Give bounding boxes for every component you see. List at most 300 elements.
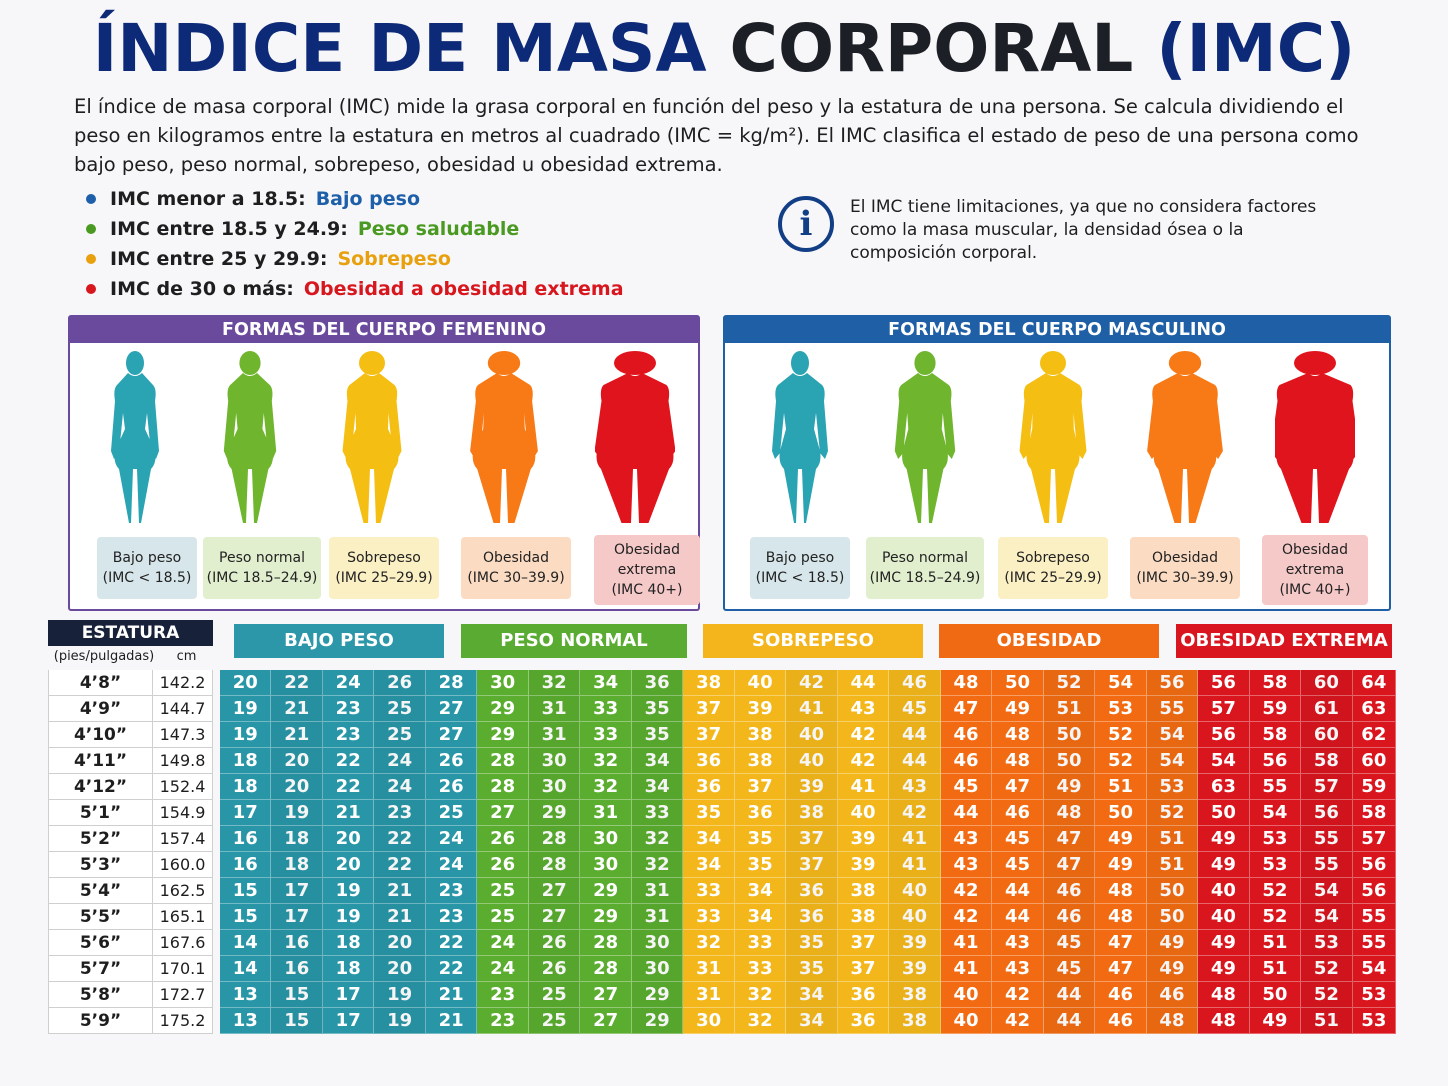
bmi-cell: 22 bbox=[426, 956, 477, 982]
bmi-range-label bbox=[461, 537, 571, 599]
bmi-cell: 54 bbox=[1095, 670, 1146, 696]
bmi-cell: 50 bbox=[1044, 722, 1095, 748]
bmi-cell: 46 bbox=[889, 670, 940, 696]
bmi-cell: 18 bbox=[220, 748, 271, 774]
bmi-cell: 58 bbox=[1301, 748, 1352, 774]
table-row bbox=[220, 956, 1396, 982]
bmi-cell: 21 bbox=[374, 904, 425, 930]
bmi-cell: 55 bbox=[1353, 930, 1396, 956]
bmi-cell: 53 bbox=[1301, 930, 1352, 956]
table-row bbox=[220, 1008, 1396, 1034]
bmi-cell: 34 bbox=[786, 1008, 837, 1034]
bmi-cell: 21 bbox=[426, 982, 477, 1008]
bmi-cell: 34 bbox=[683, 826, 734, 852]
bmi-cell: 27 bbox=[580, 1008, 631, 1034]
height-ft-cell: 5’4” bbox=[48, 878, 152, 904]
bmi-cell: 56 bbox=[1198, 670, 1249, 696]
bmi-cell: 25 bbox=[477, 878, 528, 904]
bmi-range-text: Sobrepeso bbox=[347, 550, 421, 566]
female-silhouette-2 bbox=[210, 351, 290, 531]
male-silhouette-3 bbox=[1013, 351, 1093, 531]
bmi-cell: 61 bbox=[1301, 696, 1352, 722]
bmi-cell: 30 bbox=[632, 930, 683, 956]
bmi-cell: 31 bbox=[529, 696, 580, 722]
bmi-range-text: (IMC 30–39.9) bbox=[467, 570, 565, 586]
bmi-range-text: (IMC 18.5–24.9) bbox=[206, 570, 318, 586]
bmi-cell: 19 bbox=[374, 982, 425, 1008]
bmi-cell: 29 bbox=[477, 722, 528, 748]
bmi-cell: 18 bbox=[323, 956, 374, 982]
estatura-subheader bbox=[48, 646, 213, 668]
height-cm-cell: 144.7 bbox=[152, 696, 213, 722]
bmi-cell: 39 bbox=[838, 852, 889, 878]
bmi-cell: 29 bbox=[477, 696, 528, 722]
bmi-cell: 22 bbox=[323, 774, 374, 800]
bmi-cell: 33 bbox=[632, 800, 683, 826]
bmi-cell: 19 bbox=[374, 1008, 425, 1034]
bmi-cell: 58 bbox=[1250, 670, 1301, 696]
bmi-cell: 56 bbox=[1198, 722, 1249, 748]
bmi-grid bbox=[220, 670, 1396, 1034]
bmi-cell: 48 bbox=[1095, 878, 1146, 904]
height-ft-cell: 5’9” bbox=[48, 1008, 152, 1034]
bmi-cell: 37 bbox=[838, 956, 889, 982]
height-cm-cell: 160.0 bbox=[152, 852, 213, 878]
bmi-cell: 54 bbox=[1147, 748, 1198, 774]
bmi-cell: 29 bbox=[580, 878, 631, 904]
bmi-cell: 42 bbox=[992, 982, 1043, 1008]
title-part-2: CORPORAL bbox=[729, 10, 1157, 87]
bmi-range-text: Sobrepeso bbox=[1016, 550, 1090, 566]
female-silhouette-4 bbox=[464, 351, 544, 531]
bmi-cell: 54 bbox=[1250, 800, 1301, 826]
bmi-cell: 44 bbox=[992, 878, 1043, 904]
bmi-cell: 16 bbox=[220, 826, 271, 852]
bmi-cell: 42 bbox=[992, 1008, 1043, 1034]
bmi-cell: 26 bbox=[374, 670, 425, 696]
bmi-cell: 44 bbox=[1044, 1008, 1095, 1034]
bmi-cell: 31 bbox=[632, 878, 683, 904]
bmi-cell: 27 bbox=[426, 696, 477, 722]
bmi-range-label bbox=[329, 537, 439, 599]
bmi-cell: 46 bbox=[1147, 982, 1198, 1008]
bmi-cell: 50 bbox=[1250, 982, 1301, 1008]
bmi-cell: 26 bbox=[426, 774, 477, 800]
info-note bbox=[778, 196, 1418, 265]
height-cm-cell: 142.2 bbox=[152, 670, 213, 696]
bmi-cell: 49 bbox=[1147, 930, 1198, 956]
bmi-cell: 40 bbox=[889, 904, 940, 930]
height-cm-cell: 149.8 bbox=[152, 748, 213, 774]
bmi-cell: 39 bbox=[889, 956, 940, 982]
female-body-panel bbox=[68, 315, 700, 611]
bmi-range-label bbox=[1130, 537, 1240, 599]
female-silhouette-3 bbox=[332, 351, 412, 531]
info-icon: i bbox=[778, 196, 834, 252]
bmi-cell: 45 bbox=[992, 852, 1043, 878]
bmi-cell: 26 bbox=[477, 826, 528, 852]
bmi-cell: 45 bbox=[992, 826, 1043, 852]
bmi-cell: 29 bbox=[632, 982, 683, 1008]
bmi-cell: 55 bbox=[1301, 826, 1352, 852]
bmi-cell: 46 bbox=[1095, 1008, 1146, 1034]
bmi-cell: 24 bbox=[426, 852, 477, 878]
bmi-cell: 37 bbox=[683, 696, 734, 722]
bmi-cell: 43 bbox=[992, 956, 1043, 982]
bmi-range-text: Obesidad bbox=[1151, 550, 1219, 566]
bmi-cell: 38 bbox=[838, 878, 889, 904]
bmi-cell: 23 bbox=[426, 904, 477, 930]
bmi-cell: 48 bbox=[992, 748, 1043, 774]
height-cm-cell: 152.4 bbox=[152, 774, 213, 800]
bmi-cell: 47 bbox=[1095, 930, 1146, 956]
bmi-cell: 53 bbox=[1095, 696, 1146, 722]
category-obesidad-extrema: OBESIDAD EXTREMA bbox=[1176, 624, 1392, 658]
bmi-cell: 25 bbox=[374, 696, 425, 722]
bmi-cell: 38 bbox=[889, 1008, 940, 1034]
bmi-cell: 41 bbox=[889, 852, 940, 878]
bmi-cell: 18 bbox=[323, 930, 374, 956]
bmi-cell: 28 bbox=[529, 852, 580, 878]
bmi-cell: 57 bbox=[1301, 774, 1352, 800]
bmi-cell: 36 bbox=[786, 878, 837, 904]
bmi-cell: 50 bbox=[1147, 904, 1198, 930]
bmi-cell: 52 bbox=[1095, 722, 1146, 748]
bmi-cell: 63 bbox=[1353, 696, 1396, 722]
bmi-cell: 35 bbox=[632, 696, 683, 722]
bmi-cell: 35 bbox=[786, 956, 837, 982]
table-row bbox=[220, 852, 1396, 878]
bmi-cell: 44 bbox=[889, 748, 940, 774]
bmi-cell: 21 bbox=[323, 800, 374, 826]
bmi-cell: 43 bbox=[992, 930, 1043, 956]
bmi-cell: 33 bbox=[580, 722, 631, 748]
bmi-cell: 41 bbox=[889, 826, 940, 852]
bmi-cell: 43 bbox=[941, 852, 992, 878]
bmi-cell: 51 bbox=[1147, 826, 1198, 852]
bmi-range-text: extrema bbox=[1285, 562, 1345, 578]
category-sobrepeso: SOBREPESO bbox=[703, 624, 923, 658]
bmi-cell: 55 bbox=[1147, 696, 1198, 722]
height-cm-cell: 165.1 bbox=[152, 904, 213, 930]
bmi-range-label bbox=[866, 537, 984, 599]
bmi-cell: 42 bbox=[941, 904, 992, 930]
bmi-cell: 27 bbox=[529, 878, 580, 904]
bmi-cell: 37 bbox=[786, 852, 837, 878]
table-row bbox=[220, 722, 1396, 748]
bmi-cell: 20 bbox=[271, 748, 322, 774]
bmi-cell: 20 bbox=[374, 930, 425, 956]
male-silhouette-1 bbox=[760, 351, 840, 531]
bmi-cell: 63 bbox=[1198, 774, 1249, 800]
bmi-cell: 56 bbox=[1250, 748, 1301, 774]
bmi-cell: 29 bbox=[529, 800, 580, 826]
bmi-cell: 15 bbox=[271, 982, 322, 1008]
bmi-cell: 50 bbox=[1044, 748, 1095, 774]
bmi-cell: 47 bbox=[1044, 852, 1095, 878]
bmi-cell: 56 bbox=[1353, 852, 1396, 878]
bmi-cell: 53 bbox=[1250, 826, 1301, 852]
bmi-cell: 28 bbox=[580, 930, 631, 956]
bmi-cell: 37 bbox=[683, 722, 734, 748]
bmi-cell: 51 bbox=[1250, 956, 1301, 982]
height-ft-cell: 5’2” bbox=[48, 826, 152, 852]
bmi-cell: 33 bbox=[683, 904, 734, 930]
legend-value: Sobrepeso bbox=[337, 248, 451, 270]
bmi-cell: 43 bbox=[838, 696, 889, 722]
legend-item bbox=[86, 274, 624, 304]
bmi-cell: 41 bbox=[941, 930, 992, 956]
bmi-cell: 54 bbox=[1198, 748, 1249, 774]
bmi-cell: 32 bbox=[632, 826, 683, 852]
bmi-cell: 22 bbox=[426, 930, 477, 956]
bmi-cell: 52 bbox=[1250, 904, 1301, 930]
bmi-cell: 42 bbox=[786, 670, 837, 696]
bmi-cell: 42 bbox=[838, 722, 889, 748]
bmi-cell: 52 bbox=[1301, 982, 1352, 1008]
bmi-cell: 19 bbox=[220, 696, 271, 722]
bmi-cell: 18 bbox=[271, 826, 322, 852]
height-ft-cell: 4’9” bbox=[48, 696, 152, 722]
bmi-cell: 47 bbox=[1044, 826, 1095, 852]
bmi-cell: 32 bbox=[632, 852, 683, 878]
bmi-cell: 27 bbox=[426, 722, 477, 748]
bmi-cell: 34 bbox=[580, 670, 631, 696]
table-row bbox=[220, 930, 1396, 956]
bmi-cell: 40 bbox=[1198, 878, 1249, 904]
bmi-cell: 36 bbox=[735, 800, 786, 826]
bmi-cell: 54 bbox=[1353, 956, 1396, 982]
bmi-cell: 25 bbox=[477, 904, 528, 930]
bmi-cell: 25 bbox=[529, 982, 580, 1008]
bmi-cell: 23 bbox=[323, 722, 374, 748]
height-cm-cell: 167.6 bbox=[152, 930, 213, 956]
bmi-cell: 33 bbox=[683, 878, 734, 904]
bmi-cell: 30 bbox=[477, 670, 528, 696]
legend-label: IMC entre 25 y 29.9: bbox=[110, 248, 328, 270]
bmi-cell: 19 bbox=[220, 722, 271, 748]
bmi-cell: 46 bbox=[1044, 904, 1095, 930]
bmi-cell: 48 bbox=[1044, 800, 1095, 826]
bmi-cell: 25 bbox=[529, 1008, 580, 1034]
bmi-cell: 20 bbox=[220, 670, 271, 696]
bmi-cell: 54 bbox=[1301, 878, 1352, 904]
bmi-cell: 30 bbox=[580, 852, 631, 878]
bmi-cell: 48 bbox=[941, 670, 992, 696]
bmi-cell: 44 bbox=[992, 904, 1043, 930]
bmi-legend bbox=[86, 184, 624, 304]
bmi-cell: 24 bbox=[374, 774, 425, 800]
bmi-cell: 36 bbox=[786, 904, 837, 930]
bmi-cell: 45 bbox=[941, 774, 992, 800]
bmi-cell: 39 bbox=[838, 826, 889, 852]
bmi-cell: 32 bbox=[580, 774, 631, 800]
bmi-cell: 30 bbox=[683, 1008, 734, 1034]
bmi-cell: 33 bbox=[735, 956, 786, 982]
male-silhouette-2 bbox=[885, 351, 965, 531]
bmi-range-text: extrema bbox=[617, 562, 677, 578]
bmi-cell: 14 bbox=[220, 956, 271, 982]
bmi-cell: 50 bbox=[992, 670, 1043, 696]
bmi-cell: 32 bbox=[735, 1008, 786, 1034]
bmi-range-text: Peso normal bbox=[882, 550, 968, 566]
bmi-cell: 36 bbox=[838, 982, 889, 1008]
bmi-cell: 51 bbox=[1147, 852, 1198, 878]
bmi-cell: 20 bbox=[323, 852, 374, 878]
title-part-1: ÍNDICE DE MASA bbox=[92, 10, 730, 87]
bmi-cell: 17 bbox=[323, 1008, 374, 1034]
bmi-cell: 49 bbox=[1250, 1008, 1301, 1034]
bmi-cell: 13 bbox=[220, 1008, 271, 1034]
bmi-cell: 36 bbox=[683, 748, 734, 774]
bmi-cell: 24 bbox=[477, 930, 528, 956]
bmi-cell: 47 bbox=[941, 696, 992, 722]
bullet-icon bbox=[86, 284, 96, 294]
bmi-cell: 15 bbox=[271, 1008, 322, 1034]
bmi-range-label bbox=[750, 537, 850, 599]
bmi-cell: 19 bbox=[271, 800, 322, 826]
bmi-cell: 57 bbox=[1353, 826, 1396, 852]
bmi-cell: 40 bbox=[889, 878, 940, 904]
legend-item bbox=[86, 244, 624, 274]
bmi-cell: 32 bbox=[529, 670, 580, 696]
bmi-cell: 60 bbox=[1353, 748, 1396, 774]
bmi-cell: 28 bbox=[426, 670, 477, 696]
bmi-cell: 23 bbox=[477, 1008, 528, 1034]
bmi-cell: 15 bbox=[220, 904, 271, 930]
bmi-cell: 55 bbox=[1353, 904, 1396, 930]
bmi-cell: 58 bbox=[1250, 722, 1301, 748]
bmi-cell: 15 bbox=[220, 878, 271, 904]
bmi-cell: 45 bbox=[1044, 930, 1095, 956]
bmi-cell: 64 bbox=[1353, 670, 1396, 696]
bmi-range-text: (IMC 18.5–24.9) bbox=[869, 570, 981, 586]
bmi-cell: 51 bbox=[1301, 1008, 1352, 1034]
height-cm-cell: 175.2 bbox=[152, 1008, 213, 1034]
female-panel-title: FORMAS DEL CUERPO FEMENINO bbox=[70, 317, 698, 343]
bmi-cell: 26 bbox=[426, 748, 477, 774]
bmi-cell: 17 bbox=[323, 982, 374, 1008]
bmi-cell: 43 bbox=[889, 774, 940, 800]
bmi-cell: 13 bbox=[220, 982, 271, 1008]
category-bajo-peso: BAJO PESO bbox=[234, 624, 444, 658]
bmi-range-text: (IMC 40+) bbox=[611, 582, 683, 598]
height-ft-cell: 5’6” bbox=[48, 930, 152, 956]
male-panel-title: FORMAS DEL CUERPO MASCULINO bbox=[725, 317, 1389, 343]
bmi-cell: 23 bbox=[477, 982, 528, 1008]
bmi-cell: 50 bbox=[1147, 878, 1198, 904]
bmi-cell: 26 bbox=[477, 852, 528, 878]
bmi-cell: 32 bbox=[735, 982, 786, 1008]
bmi-cell: 52 bbox=[1095, 748, 1146, 774]
height-cm-column bbox=[152, 670, 213, 1034]
bmi-range-label bbox=[594, 535, 700, 605]
col-ft-label: (pies/pulgadas) bbox=[53, 649, 155, 664]
bmi-cell: 46 bbox=[941, 722, 992, 748]
bmi-cell: 48 bbox=[992, 722, 1043, 748]
bmi-cell: 41 bbox=[838, 774, 889, 800]
bmi-range-text: Obesidad bbox=[482, 550, 550, 566]
bmi-cell: 46 bbox=[1044, 878, 1095, 904]
bmi-cell: 57 bbox=[1198, 696, 1249, 722]
bmi-cell: 18 bbox=[220, 774, 271, 800]
height-ft-cell: 4’12” bbox=[48, 774, 152, 800]
bmi-cell: 35 bbox=[735, 852, 786, 878]
bmi-range-label bbox=[203, 537, 321, 599]
height-ft-column bbox=[48, 670, 152, 1034]
bmi-cell: 16 bbox=[271, 956, 322, 982]
intro-paragraph: El índice de masa corporal (IMC) mide la grasa corporal en función del peso y la estatura de una persona. Se calcula dividiendo el peso en kilogramos entre la estatura en metros al cuadrado (IMC = kg/m²). El IMC clasifica el estado de peso de una persona como bajo peso, peso normal, sobrepeso, obesidad u obesidad extrema. bbox=[74, 95, 1359, 176]
info-text: El IMC tiene limitaciones, ya que no considera factores como la masa muscular, la densidad ósea o la composición corporal. bbox=[850, 197, 1317, 263]
bmi-cell: 48 bbox=[1198, 982, 1249, 1008]
bmi-cell: 19 bbox=[323, 878, 374, 904]
bmi-cell: 27 bbox=[580, 982, 631, 1008]
bmi-cell: 38 bbox=[838, 904, 889, 930]
height-ft-cell: 4’11” bbox=[48, 748, 152, 774]
bmi-cell: 60 bbox=[1301, 722, 1352, 748]
height-cm-cell: 172.7 bbox=[152, 982, 213, 1008]
height-ft-cell: 5’5” bbox=[48, 904, 152, 930]
bmi-cell: 49 bbox=[992, 696, 1043, 722]
bmi-cell: 35 bbox=[632, 722, 683, 748]
category-obesidad: OBESIDAD bbox=[939, 624, 1159, 658]
height-ft-cell: 4’10” bbox=[48, 722, 152, 748]
bmi-cell: 51 bbox=[1250, 930, 1301, 956]
bmi-cell: 50 bbox=[1198, 800, 1249, 826]
legend-value: Bajo peso bbox=[315, 188, 421, 210]
title-part-3: (IMC) bbox=[1156, 10, 1356, 87]
bmi-cell: 20 bbox=[271, 774, 322, 800]
bmi-cell: 40 bbox=[941, 1008, 992, 1034]
bmi-cell: 60 bbox=[1301, 670, 1352, 696]
female-silhouette-5 bbox=[595, 351, 675, 531]
bmi-cell: 34 bbox=[786, 982, 837, 1008]
bmi-range-text: Peso normal bbox=[219, 550, 305, 566]
bmi-cell: 24 bbox=[426, 826, 477, 852]
bmi-cell: 49 bbox=[1147, 956, 1198, 982]
table-row bbox=[220, 904, 1396, 930]
bmi-cell: 31 bbox=[632, 904, 683, 930]
bmi-cell: 52 bbox=[1301, 956, 1352, 982]
bmi-cell: 17 bbox=[220, 800, 271, 826]
bmi-cell: 44 bbox=[1044, 982, 1095, 1008]
bmi-cell: 25 bbox=[426, 800, 477, 826]
bmi-cell: 40 bbox=[1198, 904, 1249, 930]
legend-label: IMC entre 18.5 y 24.9: bbox=[110, 218, 348, 240]
bmi-cell: 36 bbox=[683, 774, 734, 800]
bmi-cell: 49 bbox=[1095, 826, 1146, 852]
height-cm-cell: 162.5 bbox=[152, 878, 213, 904]
bmi-cell: 17 bbox=[271, 904, 322, 930]
height-cm-cell: 157.4 bbox=[152, 826, 213, 852]
bmi-cell: 46 bbox=[992, 800, 1043, 826]
bmi-cell: 27 bbox=[529, 904, 580, 930]
table-row bbox=[220, 982, 1396, 1008]
bmi-range-text: (IMC < 18.5) bbox=[755, 570, 845, 586]
bmi-range-text: Bajo peso bbox=[765, 550, 835, 566]
bmi-cell: 35 bbox=[683, 800, 734, 826]
bmi-cell: 36 bbox=[838, 1008, 889, 1034]
height-ft-cell: 5’3” bbox=[48, 852, 152, 878]
bmi-cell: 35 bbox=[786, 930, 837, 956]
height-ft-cell: 5’1” bbox=[48, 800, 152, 826]
bmi-cell: 36 bbox=[632, 670, 683, 696]
legend-label: IMC de 30 o más: bbox=[110, 278, 294, 300]
bmi-cell: 28 bbox=[477, 748, 528, 774]
bmi-cell: 44 bbox=[838, 670, 889, 696]
bmi-cell: 52 bbox=[1044, 670, 1095, 696]
bmi-cell: 49 bbox=[1095, 852, 1146, 878]
